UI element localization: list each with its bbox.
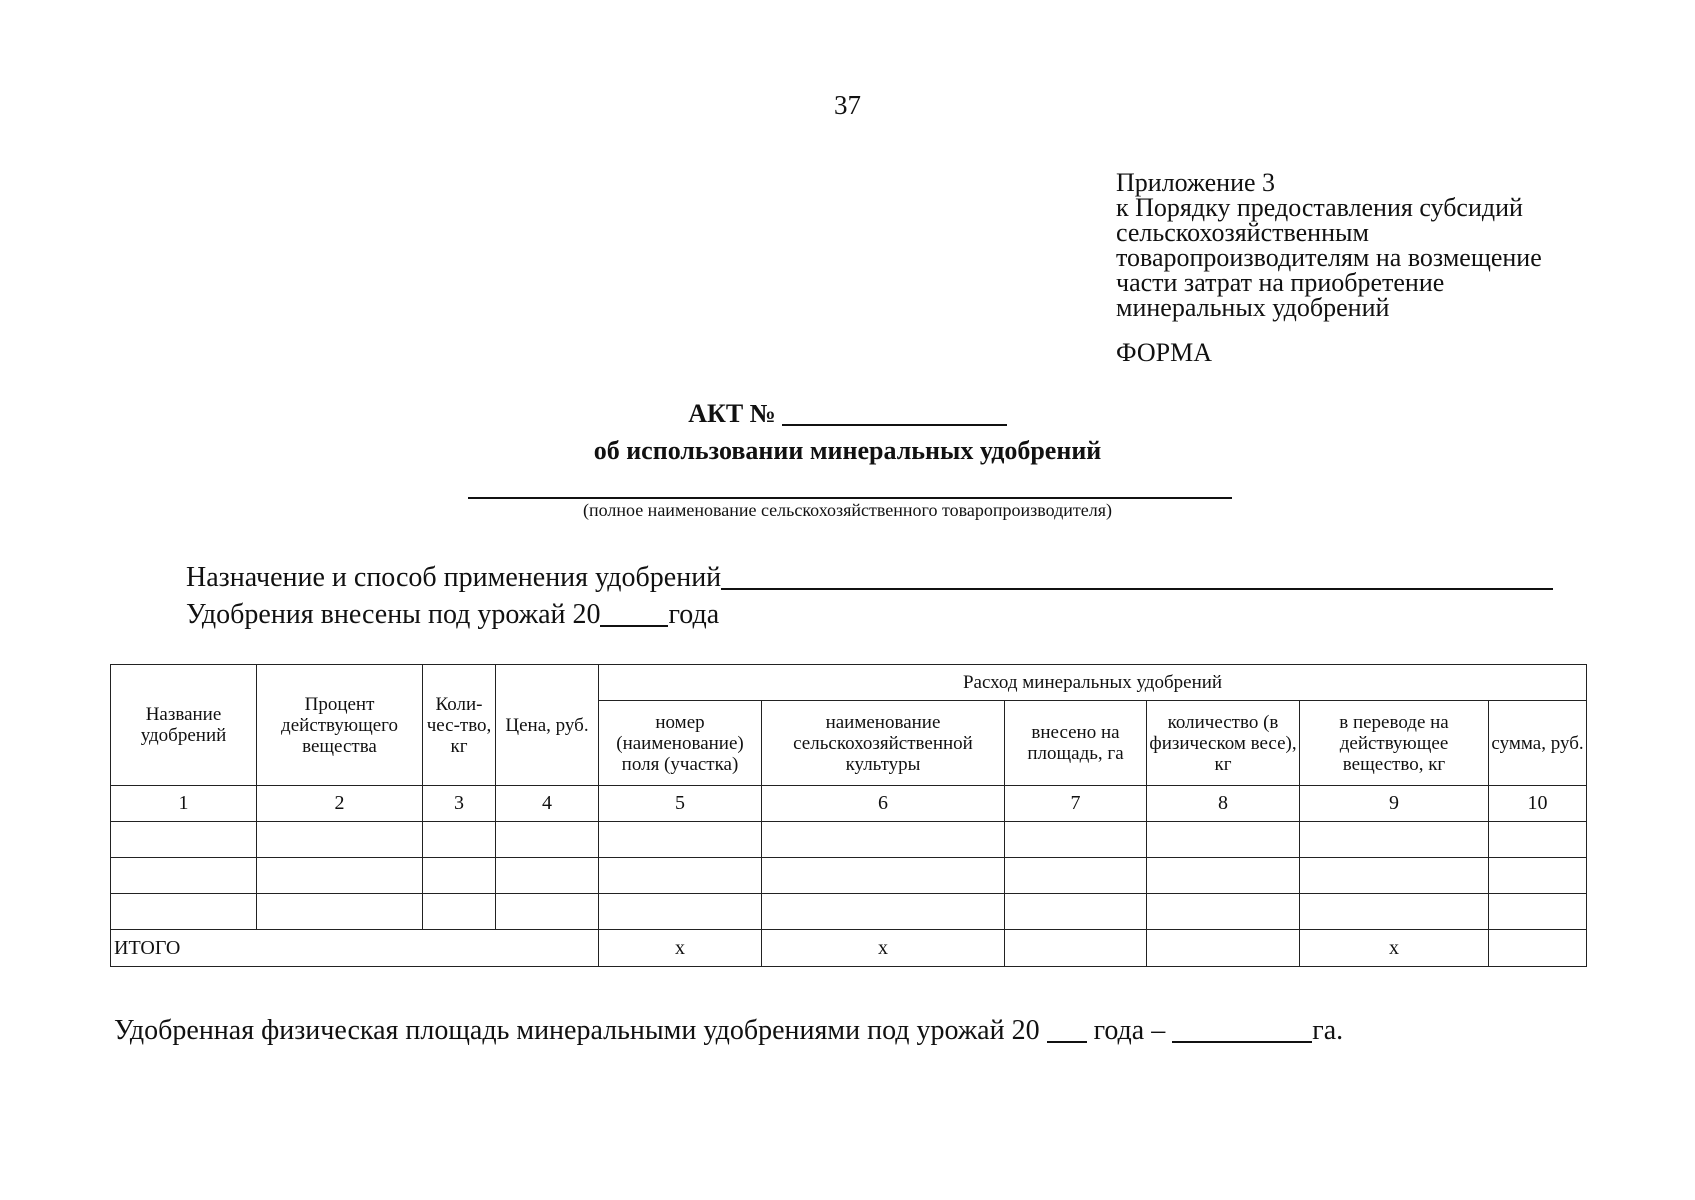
column-numbers-row	[111, 786, 1587, 822]
table-cell[interactable]	[762, 858, 1005, 894]
purpose-field[interactable]	[721, 560, 1553, 590]
footer-year-field[interactable]	[1047, 1015, 1087, 1043]
footer-prefix: Удобренная физическая площадь минеральными удобрениями под урожай 20	[114, 1015, 1040, 1046]
column-header: сумма, руб.	[1489, 701, 1587, 786]
harvest-year-field[interactable]	[600, 597, 668, 627]
harvest-row	[186, 597, 719, 631]
harvest-suffix: года	[668, 599, 720, 630]
table-cell[interactable]	[257, 822, 423, 858]
column-number: 5	[599, 786, 762, 822]
table-cell[interactable]	[762, 822, 1005, 858]
table-cell[interactable]	[1489, 858, 1587, 894]
column-header: номер (наименование) поля (участка)	[599, 701, 762, 786]
column-number: 4	[496, 786, 599, 822]
table-cell[interactable]	[423, 894, 496, 930]
table-cell[interactable]	[1005, 822, 1147, 858]
table-cell[interactable]	[599, 822, 762, 858]
table-cell[interactable]	[257, 894, 423, 930]
footer-row	[114, 1015, 1343, 1047]
table-header-row	[111, 665, 1587, 701]
table-row	[111, 894, 1587, 930]
fertilizer-table	[110, 664, 1587, 967]
page-number: 37	[834, 90, 861, 120]
table-cell[interactable]	[111, 894, 257, 930]
column-number: 1	[111, 786, 257, 822]
total-cell: x	[762, 930, 1005, 967]
table-cell[interactable]	[762, 894, 1005, 930]
appendix-line: минеральных удобрений	[1116, 293, 1390, 322]
table-cell[interactable]	[111, 858, 257, 894]
table-cell[interactable]	[496, 894, 599, 930]
table-cell[interactable]	[496, 822, 599, 858]
act-number-field[interactable]	[782, 398, 1007, 426]
table-cell[interactable]	[1300, 894, 1489, 930]
total-cell[interactable]	[1147, 930, 1300, 967]
table-cell[interactable]	[423, 858, 496, 894]
appendix-block	[1116, 170, 1542, 320]
harvest-prefix: Удобрения внесены под урожай 20	[186, 599, 601, 630]
group-header: Расход минеральных удобрений	[599, 665, 1587, 701]
producer-caption: (полное наименование сельскохозяйственного товаропроизводителя)	[582, 500, 1113, 520]
table-cell[interactable]	[1147, 822, 1300, 858]
appendix-line: товаропроизводителям на возмещение	[1116, 243, 1542, 272]
act-title	[0, 398, 1695, 429]
column-header: количество (в физическом весе), кг	[1147, 701, 1300, 786]
table-cell[interactable]	[1005, 858, 1147, 894]
appendix-line: сельскохозяйственным	[1116, 218, 1369, 247]
table-cell[interactable]	[1489, 822, 1587, 858]
appendix-line: Приложение 3	[1116, 168, 1276, 197]
total-row	[111, 930, 1587, 967]
table-cell[interactable]	[1300, 858, 1489, 894]
column-number: 3	[423, 786, 496, 822]
table-cell[interactable]	[1489, 894, 1587, 930]
table-cell[interactable]	[111, 822, 257, 858]
column-header: в переводе на действующее вещество, кг	[1300, 701, 1489, 786]
column-header: Коли-чес-тво, кг	[423, 665, 496, 786]
appendix-line: к Порядку предоставления субсидий	[1116, 193, 1523, 222]
form-label: ФОРМА	[1116, 338, 1212, 367]
column-header: Название удобрений	[111, 665, 257, 786]
total-cell: x	[1300, 930, 1489, 967]
column-header: Процент действующего вещества	[257, 665, 423, 786]
footer-middle: года –	[1093, 1015, 1166, 1046]
column-header: наименование сельскохозяйственной культуры	[762, 701, 1005, 786]
footer-suffix: га.	[1312, 1015, 1344, 1046]
column-number: 9	[1300, 786, 1489, 822]
table-cell[interactable]	[1300, 822, 1489, 858]
table-cell[interactable]	[1005, 894, 1147, 930]
table-cell[interactable]	[423, 822, 496, 858]
column-header: Цена, руб.	[496, 665, 599, 786]
table-cell[interactable]	[496, 858, 599, 894]
table-row	[111, 822, 1587, 858]
total-label: ИТОГО	[111, 930, 599, 967]
purpose-label: Назначение и способ применения удобрений	[186, 562, 722, 593]
column-number: 2	[257, 786, 423, 822]
act-subtitle: об использовании минеральных удобрений	[593, 436, 1102, 465]
purpose-row	[186, 560, 1553, 594]
total-cell[interactable]	[1489, 930, 1587, 967]
table-cell[interactable]	[599, 894, 762, 930]
column-number: 8	[1147, 786, 1300, 822]
column-number: 10	[1489, 786, 1587, 822]
column-header: внесено на площадь, га	[1005, 701, 1147, 786]
table-cell[interactable]	[1147, 858, 1300, 894]
appendix-line: части затрат на приобретение	[1116, 268, 1445, 297]
act-title-text: АКТ №	[688, 399, 776, 428]
table-row	[111, 858, 1587, 894]
table-cell[interactable]	[257, 858, 423, 894]
footer-area-field[interactable]	[1172, 1015, 1312, 1043]
table-cell[interactable]	[599, 858, 762, 894]
total-cell: x	[599, 930, 762, 967]
column-number: 7	[1005, 786, 1147, 822]
table-cell[interactable]	[1147, 894, 1300, 930]
total-cell[interactable]	[1005, 930, 1147, 967]
column-number: 6	[762, 786, 1005, 822]
producer-name-field[interactable]	[468, 497, 1232, 499]
